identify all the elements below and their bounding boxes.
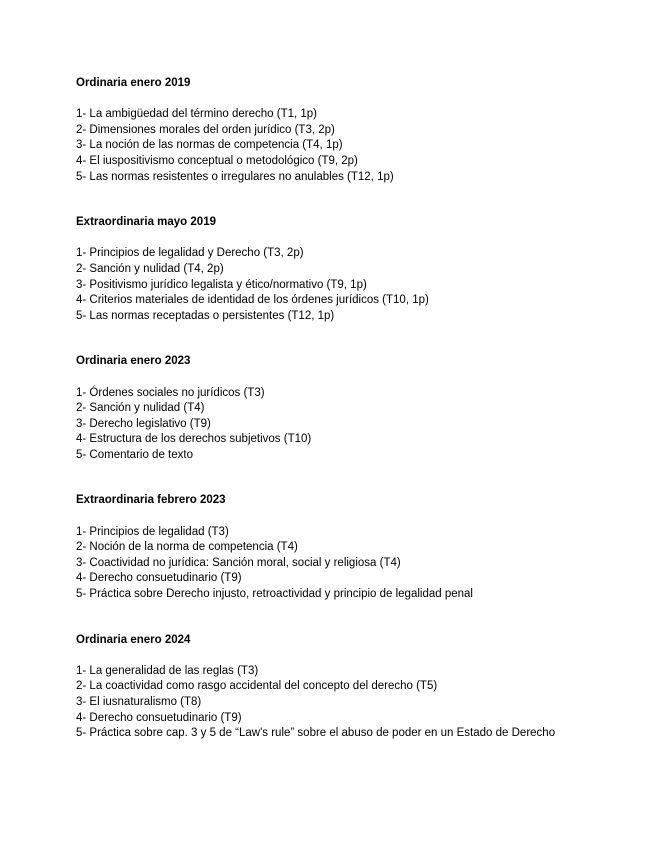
question-item: 1- La ambigüedad del término derecho (T1, 1p) (76, 108, 318, 121)
question-item: 3- El iusnaturalismo (T8) (76, 696, 202, 708)
section-ordinaria-enero-2024 (76, 633, 636, 742)
question-item: 2- La coactividad como rasgo accidental del concepto del derecho (T5) (76, 680, 438, 693)
question-item: 5- Las normas resistentes o irregulares no anulables (T12, 1p) (76, 170, 394, 183)
question-item: 3- Positivismo jurídico legalista y ético/normativo (T9, 1p) (76, 278, 367, 291)
question-item: 5- Práctica sobre cap. 3 y 5 de “Law's rule” sobre el abuso de poder en un Estado de Derecho (76, 727, 556, 740)
question-item: 1- Principios de legalidad y Derecho (T3, 2p) (76, 247, 304, 260)
section-extraordinaria-mayo-2019 (76, 215, 636, 324)
section-title: Ordinaria enero 2019 (76, 77, 191, 89)
question-list (76, 525, 636, 603)
section-title: Extraordinaria febrero 2023 (76, 494, 226, 507)
section-title: Ordinaria enero 2024 (76, 633, 191, 646)
question-item: 3- Derecho legislativo (T9) (76, 417, 211, 430)
question-list (76, 386, 636, 464)
section-ordinaria-enero-2019 (76, 76, 636, 185)
question-item: 4- Estructura de los derechos subjetivos (T10) (76, 433, 312, 446)
question-item: 4- Derecho consuetudinario (T9) (76, 711, 242, 724)
question-item: 2- Noción de la norma de competencia (T4) (76, 541, 298, 554)
question-item: 4- El iuspositivismo conceptual o metodológico (T9, 2p) (76, 154, 358, 167)
question-item: 4- Criterios materiales de identidad de los órdenes jurídicos (T10, 1p) (76, 294, 429, 307)
question-item: 5- Práctica sobre Derecho injusto, retroactividad y principio de legalidad penal (76, 588, 473, 601)
question-item: 2- Dimensiones morales del orden jurídico (T3, 2p) (76, 123, 335, 136)
question-list (76, 107, 636, 185)
question-list (76, 664, 636, 742)
question-item: 2- Sanción y nulidad (T4, 2p) (76, 262, 224, 275)
question-item: 3- La noción de las normas de competencia (T4, 1p) (76, 139, 343, 152)
question-item: 1- La generalidad de las reglas (T3) (76, 664, 259, 677)
question-item: 4- Derecho consuetudinario (T9) (76, 572, 242, 585)
question-item: 5- Comentario de texto (76, 448, 193, 461)
question-item: 1- Principios de legalidad (T3) (76, 525, 229, 538)
question-item: 2- Sanción y nulidad (T4) (76, 402, 205, 415)
section-ordinaria-enero-2023 (76, 354, 636, 463)
question-item: 1- Órdenes sociales no jurídicos (T3) (76, 386, 265, 399)
section-title: Extraordinaria mayo 2019 (76, 216, 216, 229)
question-item: 3- Coactividad no jurídica: Sanción moral, social y religiosa (T4) (76, 556, 401, 569)
section-extraordinaria-febrero-2023 (76, 493, 636, 602)
question-item: 5- Las normas receptadas o persistentes (T12, 1p) (76, 309, 335, 322)
section-title: Ordinaria enero 2023 (76, 355, 191, 368)
document-page (76, 76, 636, 772)
question-list (76, 246, 636, 324)
